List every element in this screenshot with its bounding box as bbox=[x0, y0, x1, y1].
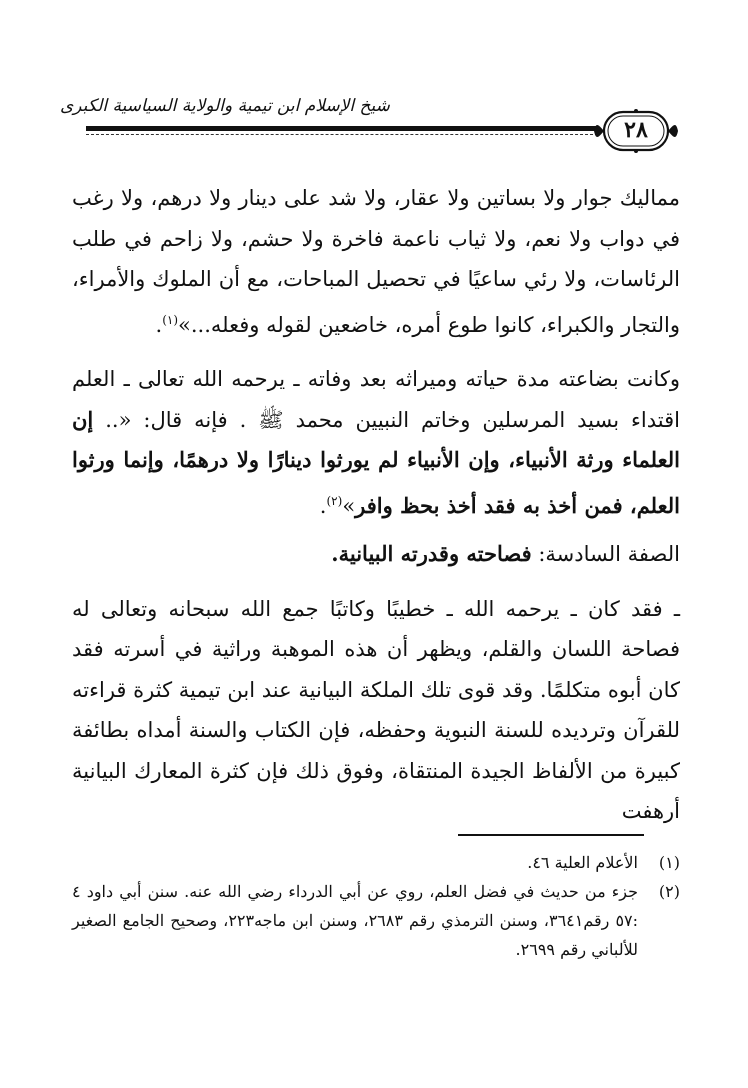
footnote-2-number: (٢) bbox=[658, 882, 680, 901]
page-number: ٢٨ bbox=[624, 117, 648, 143]
main-text bbox=[72, 178, 680, 832]
running-title: شيخ الإسلام ابن تيمية والولاية السياسية الكبرى bbox=[60, 96, 390, 116]
paragraph-3: ـ فقد كان ـ يرحمه الله ـ خطيبًا وكاتبًا جمع الله سبحانه وتعالى له فصاحة اللسان والقلم، ويظهر أن هذه الموهبة وراثية في أسرته فقد كان أبوه متكلمًا. وقد قوى تلك الملكة البيانية عند ابن تيمية كثرة قراءته للقرآن وترديده للسنة النبوية وحفظه، فإن الكتاب والسنة أمداه بطائفة كبيرة من الألفاظ الجيدة المنتقاة، وفوق ذلك فإن كثرة المعارك البيانية أرهفت bbox=[72, 596, 680, 823]
footnote-1-number: (١) bbox=[658, 853, 680, 872]
footnote-ref-1: (١) bbox=[162, 312, 179, 327]
footnotes bbox=[72, 848, 680, 964]
footnote-2-text: جزء من حديث في فضل العلم، روي عن أبي الدرداء رضي الله عنه. سنن أبي داود ٤ :٥٧ رقم٣٦٤١، وسنن الترمذي رقم ٢٦٨٣، وسنن ابن ماجه٢٢٣، وصحيح الجامع الصغير للألباني رقم ٢٦٩٩. bbox=[72, 882, 639, 959]
footnote-1-text: الأعلام العلية ٤٦. bbox=[527, 853, 638, 872]
footnote-separator bbox=[458, 834, 644, 836]
quote-close: » bbox=[342, 493, 356, 518]
paragraph-1-text: مماليك جوار ولا بساتين ولا عقار، ولا شد على دينار ولا درهم، ولا رغب في دواب ولا نعم، ولا ثياب ناعمة فاخرة ولا حشم، ولا زاحم في طلب الرئاسات، ولا رئي ساعيًا في تحصيل المباحات، مع أن الملوك والأمراء، والتجار والكبراء، كانوا طوع أمره، خاضعين لقوله وفعله...» bbox=[72, 186, 680, 337]
paragraph-2 bbox=[72, 359, 680, 526]
paragraph-1 bbox=[72, 178, 680, 345]
section-title: فصاحته وقدرته البيانية. bbox=[331, 541, 532, 566]
paragraph-2-lead: وكانت بضاعته مدة حياته وميراثه بعد وفاته ـ يرحمه الله تعالى ـ العلم اقتداء بسيد المرسلين وخاتم النبيين محمد ﷺ . فإنه قال: «.. bbox=[72, 367, 680, 432]
header-rule-dashed bbox=[86, 134, 598, 135]
section-label: الصفة السادسة: bbox=[538, 542, 680, 566]
hadith-quote: إن العلماء ورثة الأنبياء، وإن الأنبياء لم يورثوا دينارًا ولا درهمًا، وإنما ورثوا العلم، فمن أخذ به فقد أخذ بحظ وافر bbox=[72, 406, 680, 518]
section-heading bbox=[72, 534, 680, 575]
page-number-badge bbox=[594, 108, 678, 154]
footnote-2 bbox=[72, 877, 680, 964]
footnote-ref-2: (٢) bbox=[326, 493, 343, 508]
footnote-1 bbox=[72, 848, 680, 877]
header-rule bbox=[86, 126, 598, 131]
paragraph-2-end: . bbox=[319, 493, 327, 518]
paragraph-1-end: . bbox=[155, 312, 163, 337]
